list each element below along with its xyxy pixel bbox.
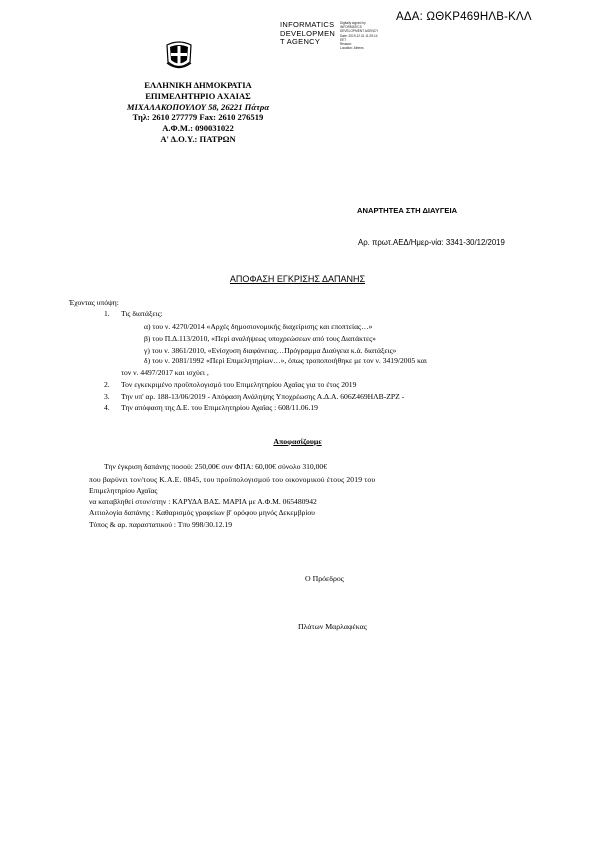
digital-signature-stamp: [340, 21, 378, 50]
item-number: 1.: [104, 309, 110, 318]
item-number: 2.: [104, 380, 110, 389]
informatics-logo: [280, 21, 335, 47]
item-number: 4.: [104, 403, 110, 412]
header-line: Α' Δ.Ο.Υ.: ΠΑΤΡΩΝ: [160, 133, 236, 144]
provision-line: α) του ν. 4270/2014 «Αρχές δημοσιονομικής διαχείρισης και εποπτείας…»: [144, 322, 373, 331]
signature-stamp-line: Date: 2019.12.31 11:29:14: [340, 33, 378, 38]
signatory-role: Ο Πρόεδρος: [305, 574, 344, 583]
provision-line: δ) του ν. 2081/1992 «Περί Επιμελητηρίων…», όπως τροποποιήθηκε με τον ν. 3419/2005 και: [144, 356, 427, 365]
having-in-view: Έχοντας υπόψη:: [69, 298, 119, 307]
organization-header: [80, 80, 316, 145]
decision-line: Επιμελητηρίου Αχαΐας: [89, 486, 158, 495]
provision-line: β) του Π.Δ.113/2010, «Περί αναλήψεως υποχρεώσεων από τους Διατάκτες»: [144, 334, 376, 343]
document-title: ΑΠΟΦΑΣΗ ΕΓΚΡΙΣΗΣ ΔΑΠΑΝΗΣ: [229, 274, 366, 284]
protocol-number: Αρ. πρωτ.ΑΕΔ/Ημερ-νία: 3341-30/12/2019: [358, 238, 505, 247]
header-line: ΜΙΧΑΛΑΚΟΠΟΥΛΟΥ 58, 26221 Πάτρα: [126, 101, 270, 112]
publication-notice: ΑΝΑΡΤΗΤΕΑ ΣΤΗ ΔΙΑΥΓΕΙΑ: [357, 206, 458, 215]
item-text: Τις διατάξεις:: [121, 309, 163, 318]
item-number: 3.: [104, 392, 110, 401]
logo-line: T AGENCY: [280, 37, 321, 46]
decision-line: Τύπος & αρ. παραστατικού : Τπυ 998/30.12.19: [89, 520, 233, 529]
signature-stamp-line: DEVELOPMENT AGENCY: [340, 29, 379, 34]
item-text: Την υπ' αρ. 188-13/06/2019 - Απόφαση Ανάληψης Υποχρέωσης Α.Δ.Α. 606Ζ469ΗΛΒ-ΖΡΖ -: [121, 392, 405, 401]
decision-line: Την έγκριση δαπάνης ποσού: 250,00€ συν ΦΠΑ: 60,00€ σύνολο 310,00€: [104, 462, 328, 471]
decision-heading: Αποφασίζουμε: [273, 437, 322, 446]
logo-line: INFORMATICS: [280, 20, 335, 29]
ada-code: ΑΔΑ: ΩΘΚΡ469ΗΛΒ-ΚΛΛ: [396, 11, 532, 23]
greek-coat-of-arms-icon: [164, 38, 194, 72]
signature-stamp-line: Reason:: [340, 42, 352, 47]
item-text: Την απόφαση της Δ.Ε. του Επιμελητηρίου Αχαΐας : 608/11.06.19: [121, 403, 318, 412]
header-line: ΕΛΛΗΝΙΚΗ ΔΗΜΟΚΡΑΤΙΑ: [144, 80, 252, 90]
provision-line: γ) του ν. 3861/2010, «Ενίσχυση διαφάνειας…Πρόγραμμα Διαύγεια κ.ά. διατάξεις»: [144, 346, 397, 355]
signature-stamp-line: EET: [340, 37, 347, 42]
decision-line: Αιτιολογία δαπάνης : Καθαρισμός γραφείων β' ορόφου μηνός Δεκεμβρίου: [89, 508, 315, 517]
decision-line: που βαρύνει τον/τους Κ.Α.Ε. 0845, του προϋπολογισμού του οικονομικού έτους 2019 του: [89, 475, 376, 484]
header-line: Τηλ: 2610 277779 Fax: 2610 276519: [132, 112, 264, 123]
logo-line: DEVELOPMEN: [280, 28, 336, 38]
item-text: Τον εγκεκριμένο προϋπολογισμό του Επιμελητηρίου Αχαΐας για το έτος 2019: [121, 380, 357, 389]
signature-stamp-line: Location: Athens: [340, 46, 364, 51]
header-line: Α.Φ.Μ.: 090031022: [162, 123, 234, 134]
signature-stamp-line: INFORMATICS: [340, 25, 362, 30]
header-line: ΕΠΙΜΕΛΗΤΗΡΙΟ ΑΧΑΙΑΣ: [145, 90, 251, 101]
signatory-name: Πλάτων Μαρλαφέκας: [298, 622, 367, 631]
provision-line: τον ν. 4497/2017 και ισχύει ,: [121, 368, 209, 377]
decision-line: να καταβληθεί στον/στην : ΚΑΡΥΔΑ ΒΑΣ. ΜΑΡΙΑ με Α.Φ.Μ. 065480942: [89, 497, 317, 506]
signature-stamp-line: Digitally signed by: [340, 21, 366, 25]
